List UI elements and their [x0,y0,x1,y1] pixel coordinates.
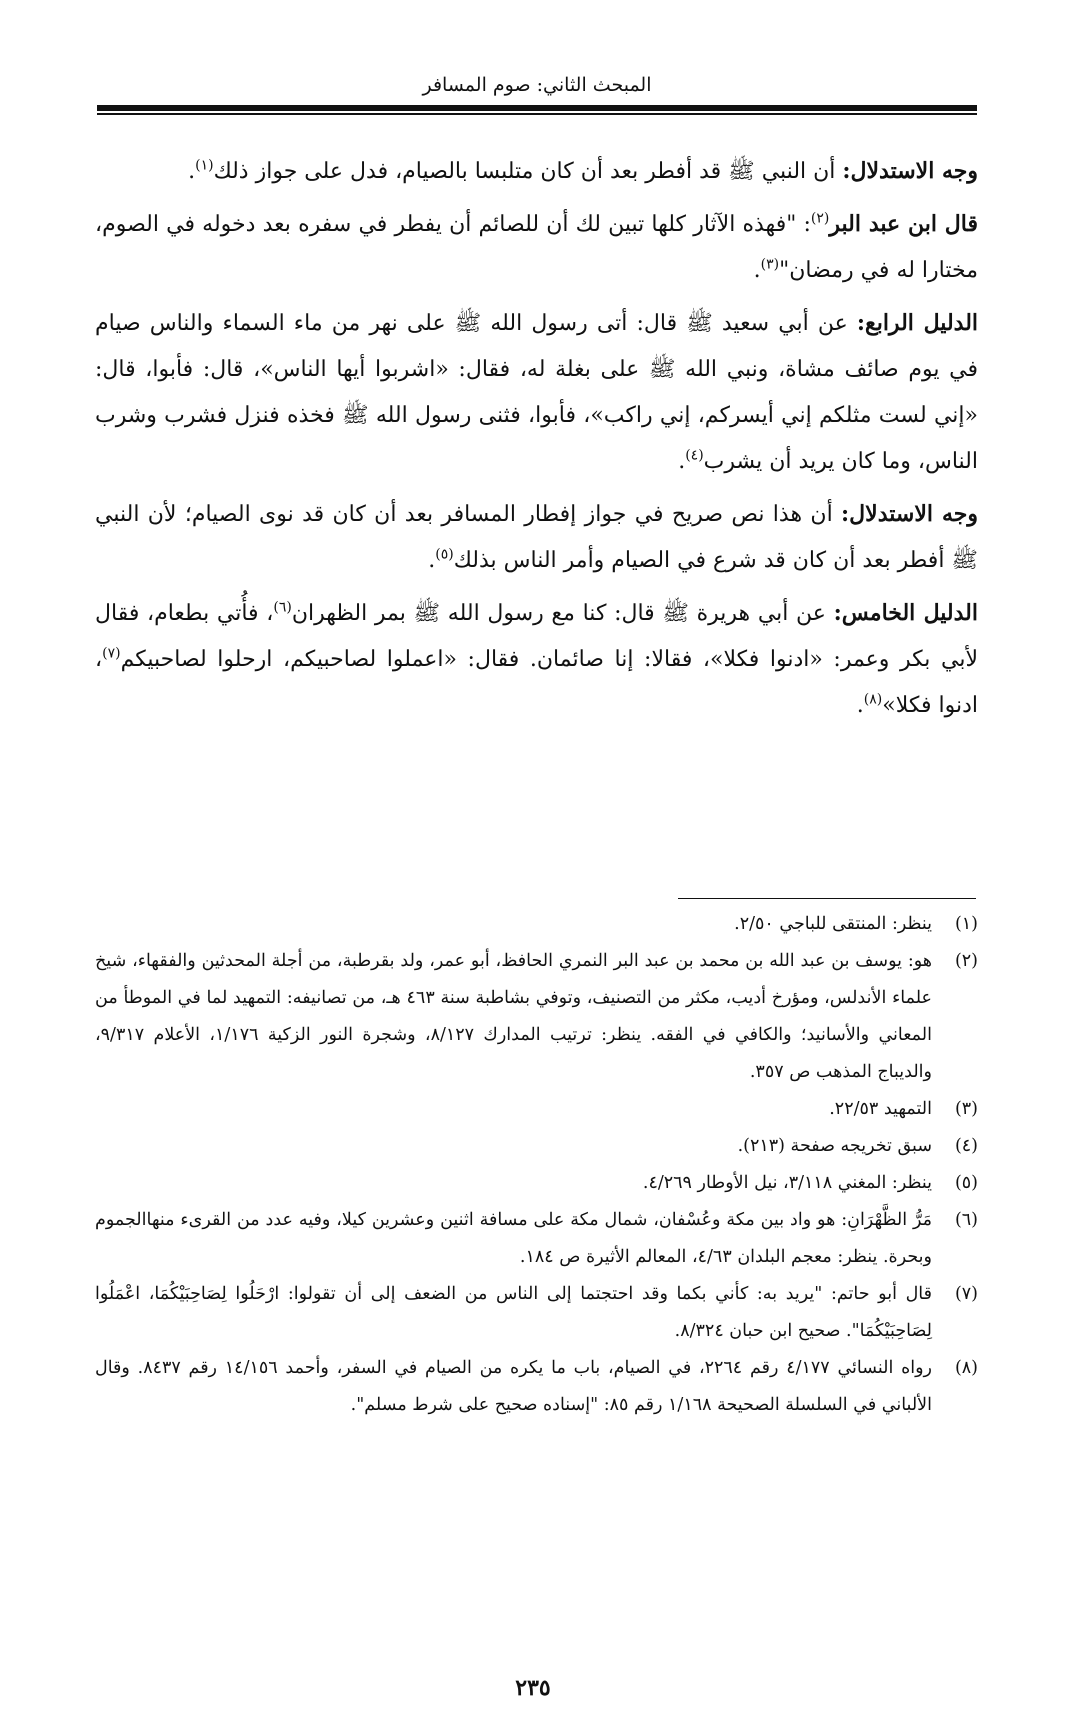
paragraph-text: ، ادنوا فكلا» [95,647,978,718]
footnote-4 [95,1128,978,1165]
paragraph-text: أن النبي ﷺ قد أفطر بعد أن كان متلبسا بالصيام، فدل على جواز ذلك [213,159,843,184]
footnote-ref-5[interactable]: (٥) [435,546,454,563]
paragraph-end: . [428,548,436,573]
footnote-number: (٧) [954,1284,978,1304]
footnote-ref-2[interactable]: (٢) [810,210,830,227]
header-rule-thin [97,113,977,115]
footnote-text: هو: يوسف بن عبد الله بن محمد بن عبد البر النمري الحافظ، أبو عمر، ولد بقرطبة، من أجلة المحدثين والفقهاء، شيخ علماء الأندلس، ومؤرخ أديب، مكثر من التصنيف، وتوفي بشاطبة سنة ٤٦٣ هـ، من تصانيفه: التمهيد لما في الموطأ من المعاني والأسانيد؛ والكافي في الفقه. ينظر: ترتيب المدارك ٨/١٢٧، وشجرة النور الزكية ١/١٧٦، الأعلام ٩/٣١٧، والديباج المذهب ص ٣٥٧. [95,951,932,1082]
paragraph-end: . [753,258,761,283]
paragraph-text: : "فهذه الآثار كلها تبين لك أن للصائم أن يفطر في سفره بعد دخوله في الصوم، مختارا له في رمضان" [95,212,978,283]
paragraph-label: الدليل الخامس: [833,600,978,626]
paragraph-text: عن أبي هريرة ﷺ قال: كنا مع رسول الله ﷺ بمر الظهران [291,601,834,626]
footnote-number: (٨) [954,1358,978,1378]
footnote-8 [95,1350,978,1424]
paragraph-istidlal-1 [95,148,978,195]
footnote-number: (٥) [954,1173,978,1193]
main-text [95,148,978,735]
footnote-3 [95,1091,978,1128]
footnote-ref-3[interactable]: (٣) [760,256,780,273]
paragraph-label: وجه الاستدلال: [841,501,979,527]
footnote-ref-8[interactable]: (٨) [863,691,883,708]
footnote-text: رواه النسائي ٤/١٧٧ رقم ٢٢٦٤، في الصيام، باب ما يكره من الصيام في السفر، وأحمد ١٤/١٥٦ رقم ٨٤٣٧. وقال الألباني في السلسلة الصحيحة ١/١٦٨ رقم ٨٥: "إسناده صحيح على شرط مسلم". [95,1358,932,1415]
paragraph-label: الدليل الرابع: [856,310,979,336]
footnote-separator [678,898,976,899]
footnote-text: مَرُّ الظَّهْرَانِ: هو واد بين مكة وعُسْفان، شمال مكة على مسافة اثنين وعشرين كيلا، وفيه عدد من القرىء منهاالجموم وبحرة. ينظر: معجم البلدان ٤/٦٣، المعالم الأثيرة ص ١٨٤. [95,1210,932,1267]
page-number: ٢٣٥ [515,1675,551,1701]
footnote-number: (٦) [954,1210,978,1230]
paragraph-dalil-4 [95,300,978,485]
paragraph-ibn-abd-al-barr [95,201,978,294]
footnote-6 [95,1202,978,1276]
footnote-number: (٢) [954,951,978,971]
paragraph-text: ، فأُتي بطعام، فقال لأبي بكر وعمر: «ادنوا فكلا»، فقالا: إنا صائمان. فقال: «اعملوا لصاحبيكم، ارحلوا لصاحبيكم [95,601,978,672]
footnote-1 [95,906,978,943]
footnote-7 [95,1276,978,1350]
paragraph-text: عن أبي سعيد ﷺ قال: أتى رسول الله ﷺ على نهر من ماء السماء والناس صيام في يوم صائف مشاة، ونبي الله ﷺ على بغلة له، فقال: «اشربوا أيها الناس»، قال: فأبوا، قال: «إني لست مثلكم إني أيسركم، إني راكب»، فأبوا، فثنى رسول الله ﷺ فخذه فنزل فشرب وشرب الناس، وما كان يريد أن يشرب [95,311,978,474]
paragraph-end: . [188,159,196,184]
paragraph-label: وجه الاستدلال: [842,158,978,184]
footnotes [95,906,978,1424]
header-rule-thick [97,105,977,111]
paragraph-label: قال ابن عبد البر [829,211,978,237]
footnote-number: (١) [954,914,978,934]
paragraph-istidlal-2 [95,491,978,584]
footnote-number: (٤) [954,1136,978,1156]
footnote-text: التمهيد ٢٢/٥٣. [829,1099,932,1119]
paragraph-text: أن هذا نص صريح في جواز إفطار المسافر بعد أن كان قد نوى الصيام؛ لأن النبي ﷺ أفطر بعد أن كان قد شرع في الصيام وأمر الناس بذلك [95,502,978,573]
footnote-text: ينظر: المنتقى للباجي ٢/٥٠. [734,914,932,934]
footnote-ref-7[interactable]: (٧) [102,645,121,662]
footnote-number: (٣) [954,1099,978,1119]
footnote-2 [95,943,978,1091]
footnote-text: سبق تخريجه صفحة (٢١٣). [737,1136,932,1156]
paragraph-end: . [856,693,864,718]
footnote-ref-1[interactable]: (١) [195,157,214,174]
footnote-ref-4[interactable]: (٤) [685,447,704,464]
running-header: المبحث الثاني: صوم المسافر [422,74,652,96]
paragraph-dalil-5 [95,590,978,729]
footnote-5 [95,1165,978,1202]
footnote-ref-6[interactable]: (٦) [273,599,292,616]
footnote-text: قال أبو حاتم: "يريد به: كأني بكما وقد احتجتما إلى الناس من الضعف إلى أن تقولوا: ارْحَلُوا لِصَاحِبَيْكُمَا، اعْمَلُوا لِصَاحِبَيْكُمَا". صحيح ابن حبان ٨/٣٢٤. [95,1284,932,1341]
footnote-text: ينظر: المغني ٣/١١٨، نيل الأوطار ٤/٢٦٩. [642,1173,932,1193]
paragraph-end: . [678,449,686,474]
